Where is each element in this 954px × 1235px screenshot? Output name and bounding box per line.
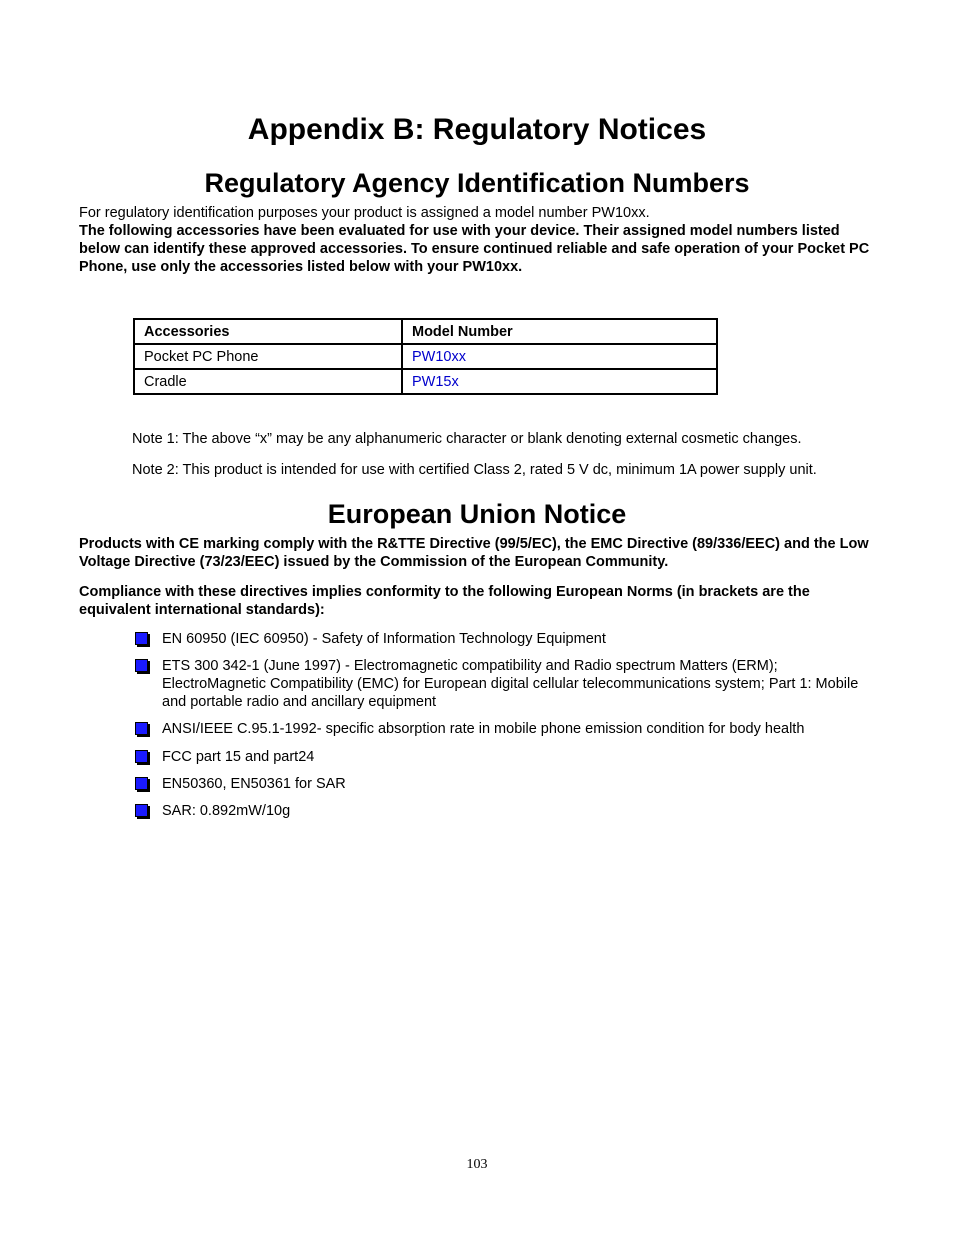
square-bullet-icon [135,722,148,735]
list-item-text: EN50360, EN50361 for SAR [162,776,346,792]
list-item-text: FCC part 15 and part24 [162,749,315,765]
table-cell-model: PW10xx [402,344,717,369]
table-row [134,369,717,394]
table-cell-accessory: Cradle [134,369,402,394]
accessories-table [133,318,718,395]
table-header: Model Number [402,319,717,344]
note-2: Note 2: This product is intended for use with certified Class 2, rated 5 V dc, minimum 1A power supply unit. [132,462,817,478]
standards-list [133,630,873,820]
square-bullet-icon [135,777,148,790]
table-row [134,344,717,369]
table-header: Accessories [134,319,402,344]
list-item-text: ANSI/IEEE C.95.1-1992- specific absorption rate in mobile phone emission condition for body health [162,721,805,737]
square-bullet-icon [135,750,148,763]
list-item [133,720,873,738]
square-bullet-icon [135,632,148,645]
list-item [133,775,873,793]
table-header-row [134,319,717,344]
accessories-bold-text: The following accessories have been evaluated for use with your device. Their assigned model numbers listed below can identify these approved accessories. To ensure continued reliable and safe operation of your Pocket PC Phone, use only the accessories listed below with your PW10xx. [79,223,870,275]
table-cell-accessory: Pocket PC Phone [134,344,402,369]
list-item-text: SAR: 0.892mW/10g [162,803,291,819]
square-bullet-icon [135,804,148,817]
table-cell-model: PW15x [402,369,717,394]
intro-paragraph [79,204,879,276]
list-item [133,748,873,766]
page-number: 103 [466,1157,488,1172]
square-bullet-icon [135,659,148,672]
list-item-text: ETS 300 342-1 (June 1997) - Electromagnetic compatibility and Radio spectrum Matters (ERM); ElectroMagnetic Compatibility (EMC) for European digital cellular telecommunications system; Part 1: Mobile and portable radio and ancillary equipment [162,658,859,710]
list-item [133,657,873,711]
list-item [133,630,873,648]
section-heading-regulatory: Regulatory Agency Identification Numbers [204,168,750,198]
eu-paragraph-1: Products with CE marking comply with the R&TTE Directive (99/5/EC), the EMC Directive (89/336/EEC) and the Low Voltage Directive (73/23/EEC) issued by the Commission of the European Community. [79,536,869,570]
intro-text: For regulatory identification purposes your product is assigned a model number PW10xx. [79,205,650,221]
note-1: Note 1: The above “x” may be any alphanumeric character or blank denoting external cosmetic changes. [132,431,802,447]
page-title: Appendix B: Regulatory Notices [247,113,707,146]
list-item-text: EN 60950 (IEC 60950) - Safety of Information Technology Equipment [162,631,606,647]
list-item [133,802,873,820]
section-heading-eu: European Union Notice [327,499,627,529]
eu-paragraph-2: Compliance with these directives implies conformity to the following European Norms (in brackets are the equivalent international standards): [79,584,810,618]
